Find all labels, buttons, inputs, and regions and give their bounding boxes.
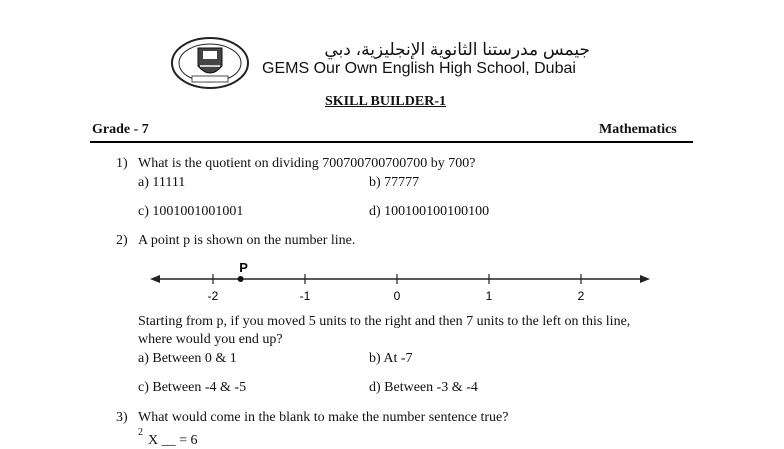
number-line-right-arrow [640,275,650,283]
number-line-tick-label: -1 [299,289,311,303]
question-2-text: A point p is shown on the number line. [138,233,356,248]
question-2-number: 2) [116,233,128,248]
question-2-option-c: c) Between -4 & -5 [138,380,247,395]
header-rule [90,141,693,143]
page-title: SKILL BUILDER-1 [325,94,446,109]
point-p-marker [238,276,244,282]
question-2-followup-2: where would you end up? [138,332,283,347]
question-2-option-d: d) Between -3 & -4 [369,380,478,395]
question-3-number: 3) [116,410,128,425]
subject-label: Mathematics [599,122,677,137]
question-1-option-d: d) 100100100100100 [369,204,490,219]
question-1-text: What is the quotient on dividing 700700700700700 by 700? [138,156,476,171]
school-name-english: GEMS Our Own English High School, Dubai [262,60,576,77]
number-line-tick-label: 0 [393,289,401,303]
school-name-arabic: جيمس مدرستنا الثانوية الإنجليزية، دبي [324,40,590,59]
question-3-expression: X __ = 6 [148,433,198,448]
point-p-label: P [239,260,248,275]
school-logo [170,36,250,95]
question-2-option-b: b) At -7 [369,351,413,366]
grade-label: Grade - 7 [92,122,149,137]
number-line-left-arrow [150,275,160,283]
question-3-text: What would come in the blank to make the number sentence true? [138,410,509,425]
question-1-option-c: c) 1001001001001 [138,204,244,219]
question-1-option-a: a) 11111 [138,175,186,190]
number-line-tick-label: 1 [485,289,493,303]
question-3-superscript: 2 [138,427,143,438]
number-line [148,258,656,309]
question-1-option-b: b) 77777 [369,175,420,190]
question-1-number: 1) [116,156,128,171]
question-2-option-a: a) Between 0 & 1 [138,351,237,366]
number-line-tick-label: -2 [207,289,219,303]
number-line-tick-label: 2 [577,289,585,303]
question-2-followup-1: Starting from p, if you moved 5 units to the right and then 7 units to the left on this line, [138,314,631,329]
